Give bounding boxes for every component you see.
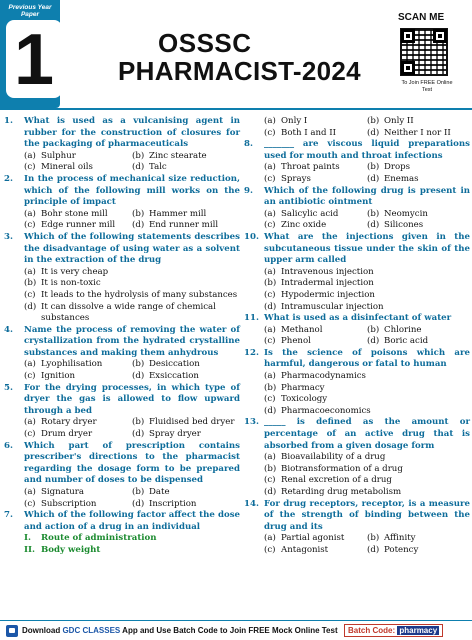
answer-option[interactable] bbox=[367, 162, 470, 174]
question-text: Which of the following factor affect the dose and action of a drug in an individual bbox=[24, 510, 240, 532]
option-text: Methanol bbox=[281, 324, 323, 335]
answer-option[interactable] bbox=[264, 394, 470, 406]
answer-option[interactable] bbox=[24, 162, 132, 174]
option-text: Both I and II bbox=[281, 127, 337, 138]
options-row bbox=[24, 162, 240, 174]
answer-option[interactable] bbox=[264, 464, 470, 476]
option-letter: (a) bbox=[24, 487, 36, 497]
question bbox=[4, 441, 240, 487]
option-letter: (c) bbox=[24, 289, 36, 300]
answer-option[interactable] bbox=[367, 174, 470, 186]
footer-brand[interactable]: GDC CLASSES bbox=[62, 626, 121, 635]
answer-option[interactable] bbox=[264, 220, 367, 232]
options-list bbox=[24, 417, 240, 440]
option-text: Neither I nor II bbox=[384, 127, 451, 138]
answer-option[interactable] bbox=[132, 162, 240, 174]
options-list bbox=[24, 487, 240, 510]
options-row bbox=[24, 302, 240, 325]
answer-option[interactable] bbox=[24, 371, 132, 383]
left-column bbox=[4, 116, 240, 557]
question-text: What are the injections given in the subcutaneous tissue under the skin of the upper arm called bbox=[264, 231, 470, 266]
option-letter: (b) bbox=[367, 208, 380, 219]
option-text: Antagonist bbox=[281, 544, 329, 555]
question-text: For the drying processes, in which type of dryer the gas is allowed to flow upward through a bed bbox=[24, 382, 240, 416]
option-text: Exsiccation bbox=[149, 371, 199, 382]
answer-option[interactable] bbox=[264, 533, 367, 545]
options-list bbox=[264, 162, 470, 185]
statements-list bbox=[24, 533, 240, 556]
option-letter: (b) bbox=[264, 463, 277, 474]
option-text: Renal excretion of a drug bbox=[281, 475, 392, 486]
statement bbox=[24, 533, 240, 545]
option-letter: (c) bbox=[264, 544, 276, 555]
answer-option[interactable] bbox=[264, 487, 470, 499]
option-text: Chlorine bbox=[384, 324, 422, 335]
answer-option[interactable] bbox=[264, 174, 367, 186]
option-text: Boric acid bbox=[384, 336, 429, 347]
option-text: Only I bbox=[281, 116, 308, 126]
batch-code-box bbox=[344, 624, 443, 637]
option-letter: (d) bbox=[132, 220, 145, 231]
options-row bbox=[264, 116, 470, 128]
option-text: Hypodermic injection bbox=[281, 289, 375, 300]
question-text: Which of the following statements describes the disadvantage of using water as a solvent in the extraction of the drug bbox=[24, 231, 240, 266]
answer-option[interactable] bbox=[132, 220, 240, 232]
option-letter: (d) bbox=[367, 544, 380, 555]
option-text: Toxicology bbox=[281, 394, 328, 405]
answer-option[interactable] bbox=[264, 452, 470, 464]
option-letter: (c) bbox=[24, 498, 36, 509]
option-text: Lyophilisation bbox=[41, 359, 103, 370]
option-text: Rotary dryer bbox=[41, 417, 97, 428]
footer-prefix: Download bbox=[22, 626, 63, 635]
header-divider bbox=[0, 108, 472, 110]
options-row bbox=[24, 290, 240, 302]
answer-option[interactable] bbox=[24, 151, 132, 163]
option-letter: (d) bbox=[367, 220, 380, 231]
option-letter: (b) bbox=[132, 150, 145, 161]
option-letter: (a) bbox=[24, 417, 36, 428]
options-list bbox=[24, 267, 240, 325]
answer-option[interactable] bbox=[132, 359, 240, 371]
answer-option[interactable] bbox=[264, 475, 470, 487]
option-text: Signatura bbox=[41, 487, 85, 497]
qr-caption: To Join FREE Online Test bbox=[401, 80, 453, 93]
answer-option[interactable] bbox=[132, 371, 240, 383]
option-letter: (b) bbox=[24, 278, 37, 289]
options-list bbox=[264, 452, 470, 498]
option-letter: (a) bbox=[24, 266, 36, 277]
options-row bbox=[264, 487, 470, 499]
option-letter: (a) bbox=[264, 266, 276, 277]
option-letter: (a) bbox=[264, 324, 276, 335]
question bbox=[4, 510, 240, 533]
question bbox=[4, 116, 240, 151]
question-number: 12. bbox=[244, 347, 259, 358]
answer-option[interactable] bbox=[367, 128, 470, 140]
option-text: Zinc oxide bbox=[281, 220, 327, 231]
options-row bbox=[24, 359, 240, 371]
option-text: It leads to the hydrolysis of many substances bbox=[41, 289, 238, 300]
option-text: Pharmacodynamics bbox=[281, 371, 366, 382]
answer-option[interactable] bbox=[132, 151, 240, 163]
option-letter: (d) bbox=[367, 336, 380, 347]
answer-option[interactable] bbox=[24, 359, 132, 371]
option-letter: (d) bbox=[264, 301, 277, 312]
option-letter: (d) bbox=[24, 301, 37, 312]
option-text: Silicones bbox=[384, 220, 424, 231]
question-text: Which part of prescription contains prescriber's directions to the pharmacist regarding the dosage form to be prepared and number of doses to be dispensed bbox=[24, 440, 240, 486]
answer-option[interactable] bbox=[264, 278, 470, 290]
answer-option[interactable] bbox=[24, 220, 132, 232]
question bbox=[244, 348, 470, 371]
options-list bbox=[264, 371, 470, 417]
answer-option[interactable] bbox=[264, 290, 470, 302]
footer-text bbox=[22, 626, 338, 635]
option-letter: (b) bbox=[132, 487, 145, 497]
option-letter: (d) bbox=[264, 405, 277, 416]
options-row bbox=[264, 325, 470, 337]
options-row bbox=[24, 267, 240, 279]
answer-option[interactable] bbox=[24, 209, 132, 221]
option-text: Pharmacy bbox=[281, 382, 325, 393]
question-number: 1. bbox=[4, 116, 13, 126]
option-text: It is very cheap bbox=[41, 266, 109, 277]
answer-option[interactable] bbox=[367, 545, 470, 557]
option-text: Neomycin bbox=[384, 208, 428, 219]
badge-caption: Previous Year Paper bbox=[8, 4, 52, 18]
option-letter: (d) bbox=[132, 498, 145, 509]
option-letter: (d) bbox=[132, 162, 145, 173]
question bbox=[244, 499, 470, 534]
question bbox=[4, 325, 240, 360]
option-text: Fluidised bed dryer bbox=[149, 417, 235, 428]
answer-option[interactable] bbox=[24, 302, 240, 325]
option-letter: (c) bbox=[264, 173, 276, 184]
exam-subtitle: PHARMACIST-2024 bbox=[118, 56, 361, 86]
option-text: Throat paints bbox=[281, 162, 340, 173]
options-list bbox=[24, 151, 240, 174]
statement bbox=[24, 545, 240, 557]
statement-text: Body weight bbox=[41, 544, 101, 555]
options-row bbox=[264, 383, 470, 395]
options-row bbox=[264, 162, 470, 174]
option-text: Drops bbox=[384, 162, 411, 173]
answer-option[interactable] bbox=[132, 499, 240, 511]
option-letter: (b) bbox=[367, 324, 380, 335]
answer-option[interactable] bbox=[24, 278, 240, 290]
options-row bbox=[264, 464, 470, 476]
option-letter: (b) bbox=[132, 417, 145, 428]
option-letter: (c) bbox=[264, 336, 276, 347]
question-number: 3. bbox=[4, 231, 13, 242]
answer-option[interactable] bbox=[132, 429, 240, 441]
option-letter: (b) bbox=[132, 208, 145, 219]
question-number: 14. bbox=[244, 498, 259, 509]
options-list bbox=[24, 359, 240, 382]
option-text: Biotransformation of a drug bbox=[281, 463, 403, 474]
options-row bbox=[24, 417, 240, 429]
options-row bbox=[264, 209, 470, 221]
options-row bbox=[264, 336, 470, 348]
answer-option[interactable] bbox=[24, 487, 132, 499]
option-text: Salicylic acid bbox=[281, 208, 339, 219]
option-letter: (b) bbox=[367, 116, 380, 126]
answer-option[interactable] bbox=[264, 383, 470, 395]
option-text: Edge runner mill bbox=[41, 220, 116, 231]
options-row bbox=[24, 499, 240, 511]
options-row bbox=[264, 545, 470, 557]
answer-option[interactable] bbox=[367, 533, 470, 545]
question-number: 9. bbox=[244, 185, 253, 196]
answer-option[interactable] bbox=[367, 336, 470, 348]
exam-title: OSSSC bbox=[158, 28, 252, 58]
question-number: 4. bbox=[4, 324, 13, 335]
options-list bbox=[264, 116, 470, 139]
statement-number: II. bbox=[24, 544, 36, 555]
answer-option[interactable] bbox=[264, 325, 367, 337]
answer-option[interactable] bbox=[367, 220, 470, 232]
options-row bbox=[24, 151, 240, 163]
question-text: Name the process of removing the water of crystallization from the hydrated crystalline substances and making them anhydrous bbox=[24, 324, 240, 358]
options-row bbox=[24, 278, 240, 290]
question-number: 10. bbox=[244, 231, 259, 242]
option-letter: (b) bbox=[132, 359, 145, 370]
option-text: End runner mill bbox=[149, 220, 219, 231]
option-text: Only II bbox=[384, 116, 414, 126]
question-text: _______ are viscous liquid preparations used for mouth and throat infections bbox=[264, 139, 470, 161]
options-row bbox=[24, 220, 240, 232]
option-text: Intramuscular injection bbox=[281, 301, 384, 312]
option-letter: (c) bbox=[264, 220, 276, 231]
options-row bbox=[264, 267, 470, 279]
option-letter: (a) bbox=[24, 208, 36, 219]
answer-option[interactable] bbox=[132, 209, 240, 221]
option-letter: (d) bbox=[367, 127, 380, 138]
options-list bbox=[264, 209, 470, 232]
answer-option[interactable] bbox=[264, 545, 367, 557]
statement-text: Route of administration bbox=[41, 533, 157, 544]
page-header bbox=[0, 0, 472, 120]
question-number: 8. bbox=[244, 139, 253, 150]
question-number: 2. bbox=[4, 173, 13, 184]
question-text: Which of the following drug is present in an antibiotic ointment bbox=[264, 185, 470, 208]
option-text: Date bbox=[149, 487, 170, 497]
question bbox=[4, 174, 240, 209]
answer-option[interactable] bbox=[367, 116, 470, 128]
option-text: Zinc stearate bbox=[149, 150, 207, 161]
answer-option[interactable] bbox=[264, 162, 367, 174]
question bbox=[4, 383, 240, 418]
answer-option[interactable] bbox=[132, 487, 240, 499]
question bbox=[4, 232, 240, 267]
answer-option[interactable] bbox=[264, 209, 367, 221]
answer-option[interactable] bbox=[264, 406, 470, 418]
answer-option[interactable] bbox=[24, 417, 132, 429]
option-letter: (c) bbox=[264, 394, 276, 405]
options-list bbox=[264, 533, 470, 556]
option-text: Inscription bbox=[149, 498, 197, 509]
options-row bbox=[24, 429, 240, 441]
option-text: It can dissolve a wide range of chemical substances bbox=[41, 301, 216, 324]
paper-number-badge bbox=[0, 0, 60, 108]
option-text: Phenol bbox=[281, 336, 311, 347]
options-row bbox=[264, 290, 470, 302]
options-row bbox=[264, 394, 470, 406]
answer-option[interactable] bbox=[264, 116, 367, 128]
options-row bbox=[264, 128, 470, 140]
option-letter: (c) bbox=[24, 371, 36, 382]
option-text: Affinity bbox=[384, 533, 416, 544]
option-text: Sulphur bbox=[41, 150, 76, 161]
option-text: Bohr stone mill bbox=[41, 208, 108, 219]
options-row bbox=[264, 220, 470, 232]
option-text: Sprays bbox=[281, 173, 311, 184]
option-letter: (d) bbox=[264, 487, 277, 497]
option-text: Intradermal injection bbox=[281, 278, 374, 289]
options-row bbox=[264, 406, 470, 418]
page-footer bbox=[0, 620, 472, 640]
option-text: Potency bbox=[384, 544, 419, 555]
answer-option[interactable] bbox=[367, 209, 470, 221]
option-letter: (c) bbox=[264, 127, 276, 138]
options-row bbox=[264, 278, 470, 290]
option-text: Hammer mill bbox=[149, 208, 207, 219]
option-text: Retarding drug metabolism bbox=[281, 487, 402, 497]
option-letter: (a) bbox=[24, 359, 36, 370]
footer-suffix: App and Use Batch Code to Join FREE Mock Online Test bbox=[120, 626, 338, 635]
options-row bbox=[24, 487, 240, 499]
option-letter: (c) bbox=[264, 289, 276, 300]
option-text: Subscription bbox=[41, 498, 97, 509]
question-text: Is the science of poisons which are harmful, dangerous or fatal to human bbox=[264, 347, 470, 370]
options-row bbox=[264, 371, 470, 383]
option-letter: (a) bbox=[264, 116, 276, 126]
option-letter: (d) bbox=[132, 429, 145, 440]
options-row bbox=[24, 371, 240, 383]
option-letter: (a) bbox=[264, 452, 276, 463]
answer-option[interactable] bbox=[24, 290, 240, 302]
answer-option[interactable] bbox=[264, 128, 367, 140]
option-text: Spray dryer bbox=[149, 429, 201, 440]
option-text: It is non-toxic bbox=[41, 278, 101, 289]
option-letter: (a) bbox=[264, 208, 276, 219]
option-letter: (b) bbox=[264, 382, 277, 393]
option-letter: (c) bbox=[24, 220, 36, 231]
option-text: Intravenous injection bbox=[281, 266, 374, 277]
question bbox=[244, 232, 470, 267]
option-text: Partial agonist bbox=[281, 533, 345, 544]
answer-option[interactable] bbox=[24, 499, 132, 511]
option-letter: (a) bbox=[264, 371, 276, 382]
answer-option[interactable] bbox=[24, 429, 132, 441]
options-list bbox=[264, 267, 470, 313]
answer-option[interactable] bbox=[264, 267, 470, 279]
option-letter: (c) bbox=[24, 162, 36, 173]
answer-option[interactable] bbox=[264, 371, 470, 383]
question-text: In the process of mechanical size reduction, which of the following mill works on the principle of impact bbox=[24, 173, 240, 208]
options-row bbox=[264, 452, 470, 464]
option-text: Enemas bbox=[384, 173, 419, 184]
question bbox=[244, 417, 470, 452]
option-letter: (a) bbox=[264, 162, 276, 173]
phone-app-icon bbox=[6, 625, 18, 637]
question-text: For drug receptors, receptor, is a measure of the strength of binding between the drug and its bbox=[264, 498, 470, 532]
option-letter: (d) bbox=[132, 371, 145, 382]
options-list bbox=[24, 209, 240, 232]
options-list bbox=[264, 325, 470, 348]
batch-code-value: pharmacy bbox=[399, 626, 438, 635]
answer-option[interactable] bbox=[24, 267, 240, 279]
options-row bbox=[264, 475, 470, 487]
option-letter: (c) bbox=[264, 475, 276, 486]
option-letter: (a) bbox=[24, 150, 36, 161]
options-row bbox=[264, 174, 470, 186]
option-text: Desiccation bbox=[149, 359, 200, 370]
option-letter: (d) bbox=[367, 173, 380, 184]
option-text: Mineral oils bbox=[41, 162, 93, 173]
question-number: 11. bbox=[244, 313, 259, 324]
option-text: Bioavailability of a drug bbox=[281, 452, 386, 463]
statement-number: I. bbox=[24, 533, 32, 544]
option-letter: (b) bbox=[367, 533, 380, 544]
batch-code-label: Batch Code: bbox=[348, 626, 396, 635]
option-letter: (a) bbox=[264, 533, 276, 544]
options-row bbox=[24, 209, 240, 221]
scan-me-label: SCAN ME bbox=[398, 12, 445, 23]
option-letter: (b) bbox=[264, 278, 277, 289]
answer-option[interactable] bbox=[132, 417, 240, 429]
answer-option[interactable] bbox=[264, 302, 470, 314]
option-text: Drum dryer bbox=[41, 429, 93, 440]
question-number: 5. bbox=[4, 382, 13, 393]
answer-option[interactable] bbox=[264, 336, 367, 348]
option-letter: (c) bbox=[24, 429, 36, 440]
question bbox=[244, 139, 470, 162]
answer-option[interactable] bbox=[367, 325, 470, 337]
question bbox=[244, 186, 470, 209]
right-column bbox=[244, 116, 470, 557]
options-row bbox=[264, 302, 470, 314]
question-number: 6. bbox=[4, 440, 13, 451]
question bbox=[244, 313, 470, 325]
question-number: 7. bbox=[4, 510, 13, 521]
options-row bbox=[264, 533, 470, 545]
question-text: _____ is defined as the amount or percentage of an active drug that is absorbed from a given dosage form bbox=[264, 417, 470, 451]
question-text: What is used as a vulcanising agent in rubber for the construction of closures for the packaging of pharmaceuticals bbox=[24, 116, 240, 150]
option-text: Ignition bbox=[41, 371, 76, 382]
option-letter: (b) bbox=[367, 162, 380, 173]
qr-code-icon[interactable] bbox=[400, 28, 448, 76]
option-text: Pharmacoeconomics bbox=[281, 405, 371, 416]
badge-number: 1 bbox=[6, 20, 62, 98]
option-text: Talc bbox=[149, 162, 167, 173]
question-text: What is used as a disinfectant of water bbox=[264, 313, 452, 324]
question-number: 13. bbox=[244, 417, 259, 428]
